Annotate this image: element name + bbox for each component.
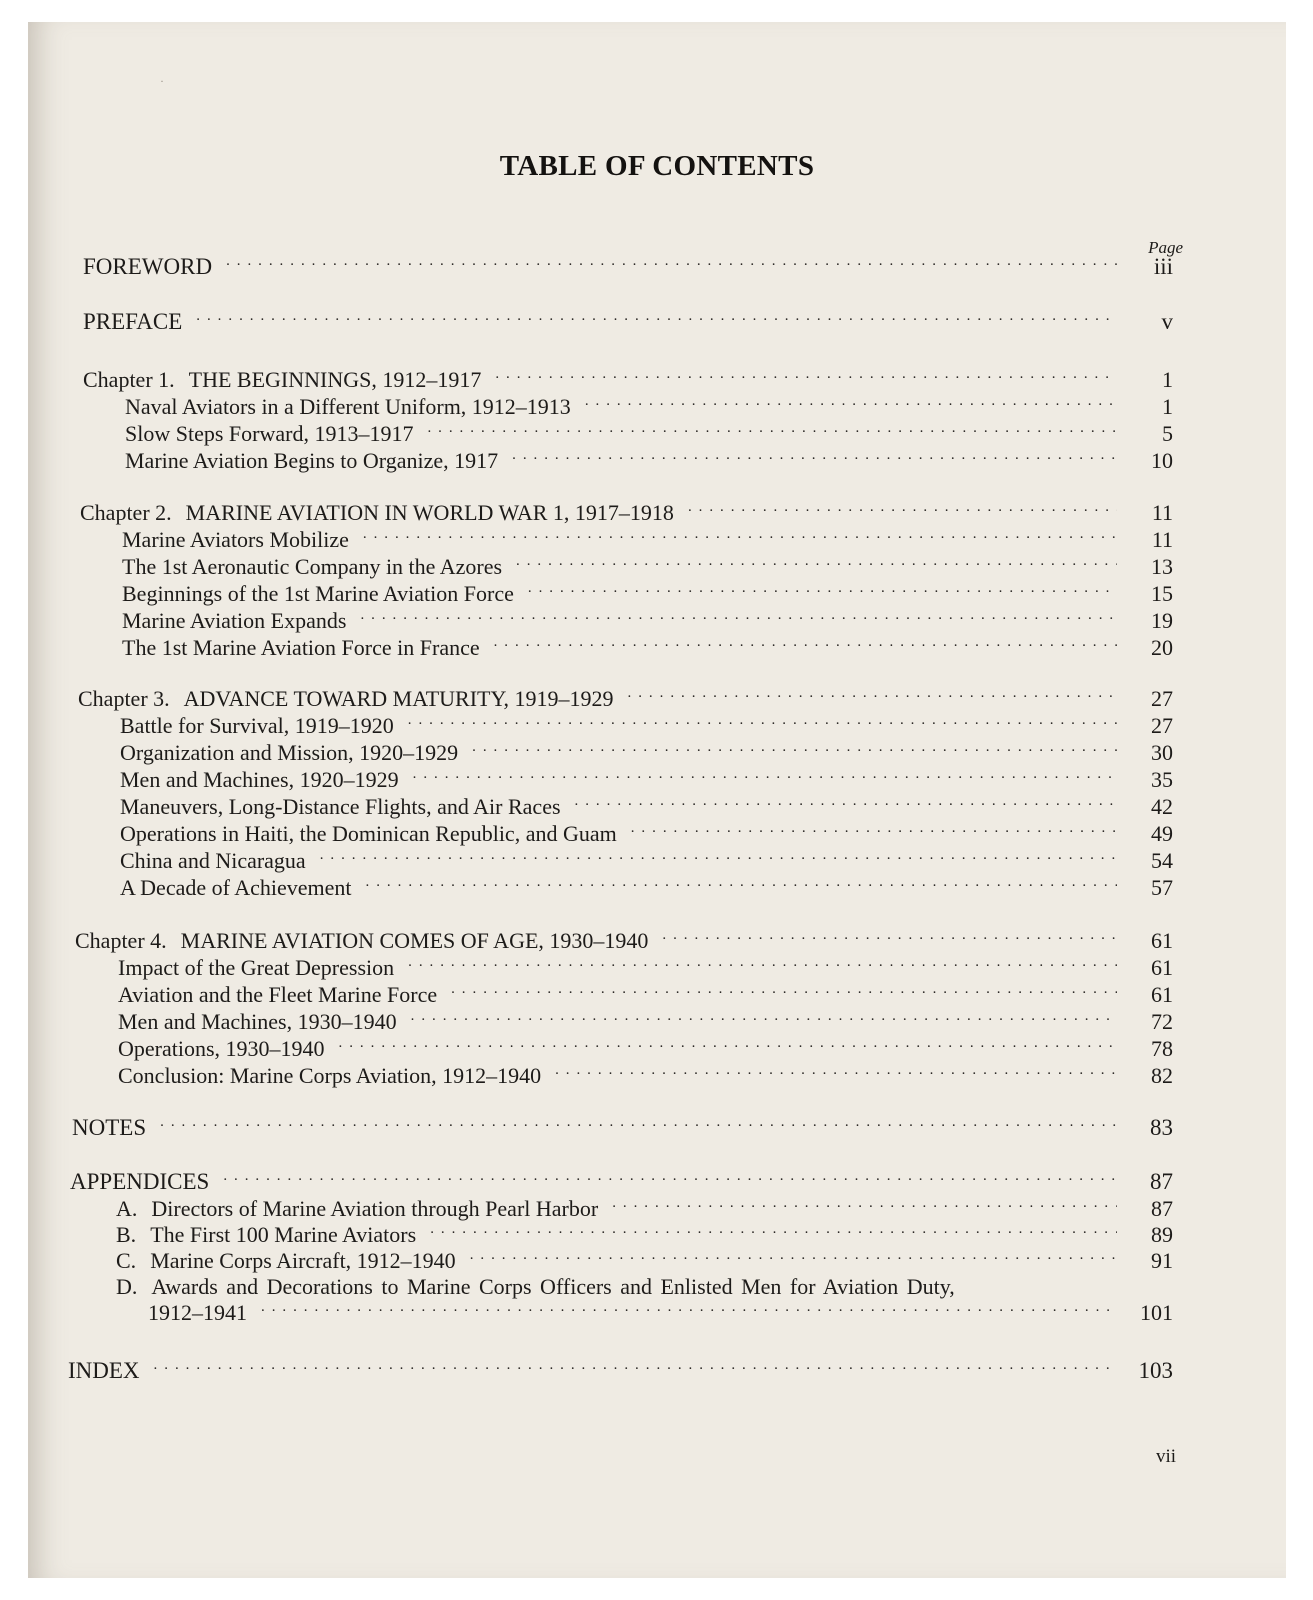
toc-page: 27	[1151, 686, 1173, 711]
appendix-letter: B.	[116, 1222, 137, 1247]
toc-section[interactable]	[125, 448, 1173, 474]
toc-page: 87	[1150, 1169, 1173, 1194]
toc-label: The First 100 Marine Aviators	[150, 1222, 417, 1247]
toc-label: Operations in Haiti, the Dominican Republic, and Guam	[120, 821, 617, 846]
toc-section[interactable]	[120, 821, 1173, 847]
toc-page: 89	[1151, 1222, 1173, 1247]
toc-section[interactable]	[120, 848, 1173, 874]
page-title: TABLE OF CONTENTS	[499, 150, 815, 182]
toc-page: 35	[1151, 767, 1173, 792]
toc-section[interactable]	[118, 982, 1173, 1008]
toc-label: Conclusion: Marine Corps Aviation, 1912–1940	[118, 1063, 542, 1088]
dot-leader	[516, 554, 1117, 574]
toc-page: 11	[1151, 527, 1173, 552]
toc-page: 5	[1162, 421, 1173, 446]
toc-page: 61	[1151, 955, 1173, 980]
dot-leader	[363, 527, 1117, 547]
toc-label: Men and Machines, 1920–1929	[120, 767, 399, 792]
toc-section[interactable]	[122, 527, 1173, 553]
toc-section[interactable]	[122, 635, 1173, 661]
dot-leader	[223, 1169, 1117, 1189]
toc-section[interactable]	[118, 1036, 1173, 1062]
dot-leader	[226, 254, 1117, 274]
toc-section[interactable]	[125, 421, 1173, 447]
toc-label: Operations, 1930–1940	[118, 1036, 325, 1061]
chapter-number: Chapter 2.	[80, 500, 172, 525]
dot-leader	[320, 848, 1117, 868]
toc-page: 42	[1151, 794, 1173, 819]
toc-label: The 1st Aeronautic Company in the Azores	[122, 554, 503, 579]
page-number: vii	[1156, 1446, 1177, 1467]
toc-page: 10	[1151, 448, 1173, 473]
toc-page: 72	[1151, 1009, 1173, 1034]
toc-label: Beginnings of the 1st Marine Aviation Force	[122, 581, 514, 606]
chapter-title: ADVANCE TOWARD MATURITY, 1919–1929	[183, 686, 614, 711]
toc-appendix-d-line1[interactable]	[116, 1274, 955, 1300]
stray-mark: ·	[160, 74, 164, 88]
toc-entry-notes[interactable]	[72, 1115, 1173, 1141]
dot-leader	[411, 1009, 1117, 1029]
toc-label: INDEX	[68, 1358, 140, 1383]
dot-leader	[612, 1196, 1117, 1216]
toc-label: PREFACE	[83, 309, 183, 334]
dot-leader	[495, 367, 1117, 387]
toc-label: Marine Aviation Expands	[122, 608, 347, 633]
toc-page: 27	[1151, 713, 1173, 738]
toc-label: A Decade of Achievement	[120, 875, 352, 900]
dot-leader	[160, 1115, 1117, 1135]
toc-label: Battle for Survival, 1919–1920	[120, 713, 394, 738]
toc-page: 61	[1151, 928, 1173, 953]
toc-section[interactable]	[118, 1063, 1173, 1089]
chapter-number: Chapter 4.	[75, 928, 167, 953]
toc-section[interactable]	[118, 1009, 1173, 1035]
toc-label: Naval Aviators in a Different Uniform, 1912–1913	[125, 394, 571, 419]
toc-appendix-a[interactable]	[116, 1196, 1173, 1222]
dot-leader	[528, 581, 1117, 601]
toc-section[interactable]	[122, 554, 1173, 580]
toc-page: 87	[1151, 1196, 1173, 1221]
toc-section[interactable]	[122, 608, 1173, 634]
toc-section[interactable]	[120, 713, 1173, 739]
dot-leader	[472, 740, 1117, 760]
chapter-title: MARINE AVIATION IN WORLD WAR 1, 1917–1918	[185, 500, 674, 525]
toc-page: 30	[1151, 740, 1173, 765]
appendix-letter: A.	[116, 1196, 138, 1221]
toc-label: Awards and Decorations to Marine Corps Officers and Enlisted Men for Aviation Duty,	[151, 1274, 955, 1299]
toc-label: Marine Aviation Begins to Organize, 1917	[125, 448, 499, 473]
toc-section[interactable]	[122, 581, 1173, 607]
toc-page: 57	[1151, 875, 1173, 900]
book-page	[28, 22, 1286, 1578]
dot-leader	[494, 635, 1117, 655]
dot-leader	[360, 608, 1117, 628]
chapter-title: MARINE AVIATION COMES OF AGE, 1930–1940	[180, 928, 649, 953]
toc-page: 83	[1150, 1115, 1173, 1140]
dot-leader	[555, 1063, 1117, 1083]
toc-page: 1	[1162, 394, 1173, 419]
toc-label: NOTES	[72, 1115, 147, 1140]
toc-chapter-1[interactable]	[83, 367, 1173, 393]
toc-entry-preface[interactable]	[83, 309, 1173, 335]
toc-chapter-2[interactable]	[80, 500, 1173, 526]
chapter-number: Chapter 1.	[83, 367, 175, 392]
dot-leader	[413, 767, 1117, 787]
toc-appendix-d-line2[interactable]	[148, 1300, 1173, 1326]
chapter-title: THE BEGINNINGS, 1912–1917	[188, 367, 482, 392]
toc-appendix-c[interactable]	[116, 1248, 1173, 1274]
toc-section[interactable]	[118, 955, 1173, 981]
toc-label: Organization and Mission, 1920–1929	[120, 740, 459, 765]
toc-label: Directors of Marine Aviation through Pearl Harbor	[151, 1196, 599, 1221]
dot-leader	[451, 982, 1117, 1002]
toc-entry-index[interactable]	[68, 1358, 1173, 1384]
toc-page: 11	[1151, 500, 1173, 525]
dot-leader	[688, 500, 1117, 520]
toc-page: iii	[1153, 254, 1173, 279]
toc-page: 103	[1138, 1358, 1173, 1383]
toc-label: FOREWORD	[83, 254, 213, 279]
toc-entry-appendices[interactable]	[70, 1169, 1173, 1195]
appendix-letter: C.	[116, 1248, 137, 1273]
dot-leader	[261, 1300, 1117, 1320]
toc-appendix-b[interactable]	[116, 1222, 1173, 1248]
toc-label: Maneuvers, Long-Distance Flights, and Air Races	[120, 794, 561, 819]
toc-page: 82	[1151, 1063, 1173, 1088]
toc-page: 54	[1151, 848, 1173, 873]
toc-page: 61	[1151, 982, 1173, 1007]
dot-leader	[512, 448, 1117, 468]
toc-section[interactable]	[120, 875, 1173, 901]
toc-page: v	[1161, 309, 1173, 334]
toc-label: 1912–1941	[148, 1300, 247, 1325]
toc-page: 49	[1151, 821, 1173, 846]
dot-leader	[408, 713, 1117, 733]
dot-leader	[427, 421, 1117, 441]
dot-leader	[366, 875, 1117, 895]
toc-page: 13	[1151, 554, 1173, 579]
toc-label: Marine Aviators Mobilize	[122, 527, 349, 552]
toc-label: Marine Corps Aircraft, 1912–1940	[150, 1248, 456, 1273]
toc-chapter-4[interactable]	[75, 928, 1173, 954]
toc-label: The 1st Marine Aviation Force in France	[122, 635, 480, 660]
toc-page: 101	[1140, 1300, 1173, 1325]
appendix-letter: D.	[116, 1274, 138, 1299]
toc-section[interactable]	[120, 767, 1173, 793]
toc-label: Slow Steps Forward, 1913–1917	[125, 421, 414, 446]
dot-leader	[339, 1036, 1117, 1056]
toc-label: Men and Machines, 1930–1940	[118, 1009, 397, 1034]
dot-leader	[196, 309, 1117, 329]
dot-leader	[631, 821, 1117, 841]
dot-leader	[662, 928, 1117, 948]
dot-leader	[408, 955, 1117, 975]
dot-leader	[585, 394, 1117, 414]
toc-chapter-3[interactable]	[78, 686, 1173, 712]
toc-page: 78	[1151, 1036, 1173, 1061]
toc-page: 15	[1151, 581, 1173, 606]
toc-page: 91	[1151, 1248, 1173, 1273]
toc-label: APPENDICES	[70, 1169, 210, 1194]
toc-page: 20	[1151, 635, 1173, 660]
toc-section[interactable]	[125, 394, 1173, 420]
toc-label: Aviation and the Fleet Marine Force	[118, 982, 438, 1007]
dot-leader	[430, 1222, 1117, 1242]
dot-leader	[628, 686, 1117, 706]
chapter-number: Chapter 3.	[78, 686, 170, 711]
toc-page: 19	[1151, 608, 1173, 633]
toc-section[interactable]	[120, 740, 1173, 766]
dot-leader	[470, 1248, 1117, 1268]
dot-leader	[154, 1358, 1117, 1378]
dot-leader	[575, 794, 1117, 814]
toc-entry-foreword[interactable]	[83, 254, 1173, 280]
toc-section[interactable]	[120, 794, 1173, 820]
toc-label: China and Nicaragua	[120, 848, 306, 873]
page-column-header: Page	[1148, 238, 1183, 257]
toc-label: Impact of the Great Depression	[118, 955, 395, 980]
toc-page: 1	[1162, 367, 1173, 392]
